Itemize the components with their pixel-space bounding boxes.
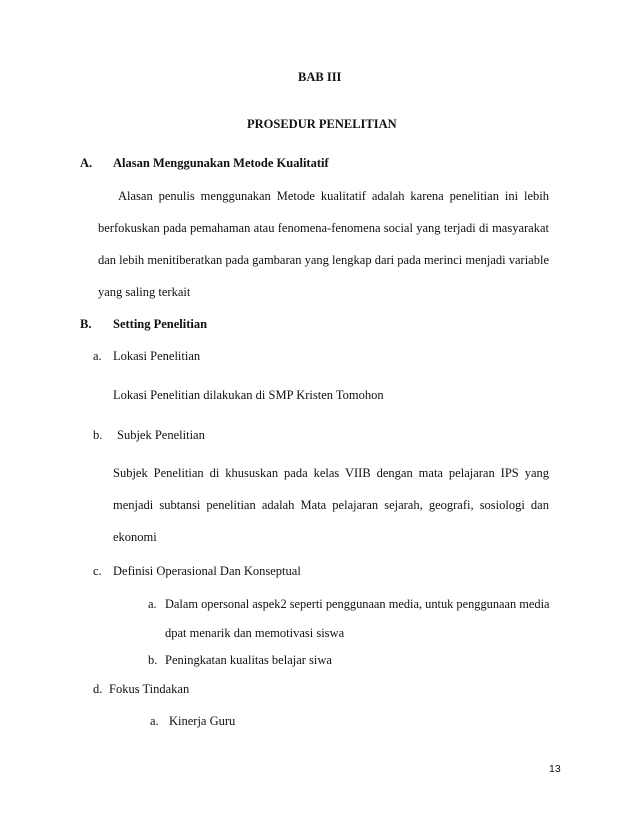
section-b-heading: Setting Penelitian [113, 317, 208, 331]
item-b-label: b. [93, 428, 103, 442]
section-a-paragraph-line: yang saling terkait [98, 285, 191, 299]
item-c-title: Definisi Operasional Dan Konseptual [113, 564, 301, 578]
item-c-sub-a-line: Dalam opersonal aspek2 seperti penggunaan media, untuk penggunaan media [165, 597, 550, 611]
item-b-text-line: ekonomi [113, 530, 157, 544]
page-number: 13 [549, 763, 561, 775]
item-a-label: a. [93, 349, 102, 363]
item-c-sub-a-line: dpat menarik dan memotivasi siswa [165, 626, 345, 640]
item-d-sub-a-text: Kinerja Guru [169, 714, 236, 728]
item-d-label: d. [93, 682, 103, 696]
item-c-label: c. [93, 564, 102, 578]
item-b-title: Subjek Penelitian [117, 428, 205, 442]
section-a-heading: Alasan Menggunakan Metode Kualitatif [113, 156, 329, 170]
section-a-paragraph-line: berfokuskan pada pemahaman atau fenomena-fenomena social yang terjadi di masyarakat [98, 221, 549, 235]
section-b-letter: B. [80, 317, 92, 331]
item-a-title: Lokasi Penelitian [113, 349, 201, 363]
section-a-paragraph-line: Alasan penulis menggunakan Metode kualitatif adalah karena penelitian ini lebih [118, 189, 549, 203]
item-c-sub-a-label: a. [148, 597, 157, 611]
item-b-text-line: menjadi subtansi penelitian adalah Mata pelajaran sejarah, geografi, sosiologi dan [113, 498, 549, 512]
chapter-label: BAB III [298, 70, 342, 84]
item-c-sub-b-line: Peningkatan kualitas belajar siwa [165, 653, 332, 667]
item-a-text: Lokasi Penelitian dilakukan di SMP Kristen Tomohon [113, 388, 384, 402]
item-c-sub-b-label: b. [148, 653, 158, 667]
item-b-text-line: Subjek Penelitian di khususkan pada kelas VIIB dengan mata pelajaran IPS yang [113, 466, 549, 480]
item-d-title: Fokus Tindakan [109, 682, 190, 696]
section-a-letter: A. [80, 156, 93, 170]
chapter-title: PROSEDUR PENELITIAN [247, 117, 397, 131]
item-d-sub-a-label: a. [150, 714, 159, 728]
section-a-paragraph-line: dan lebih menitiberatkan pada gambaran yang lengkap dari pada merinci menjadi variable [98, 253, 549, 267]
